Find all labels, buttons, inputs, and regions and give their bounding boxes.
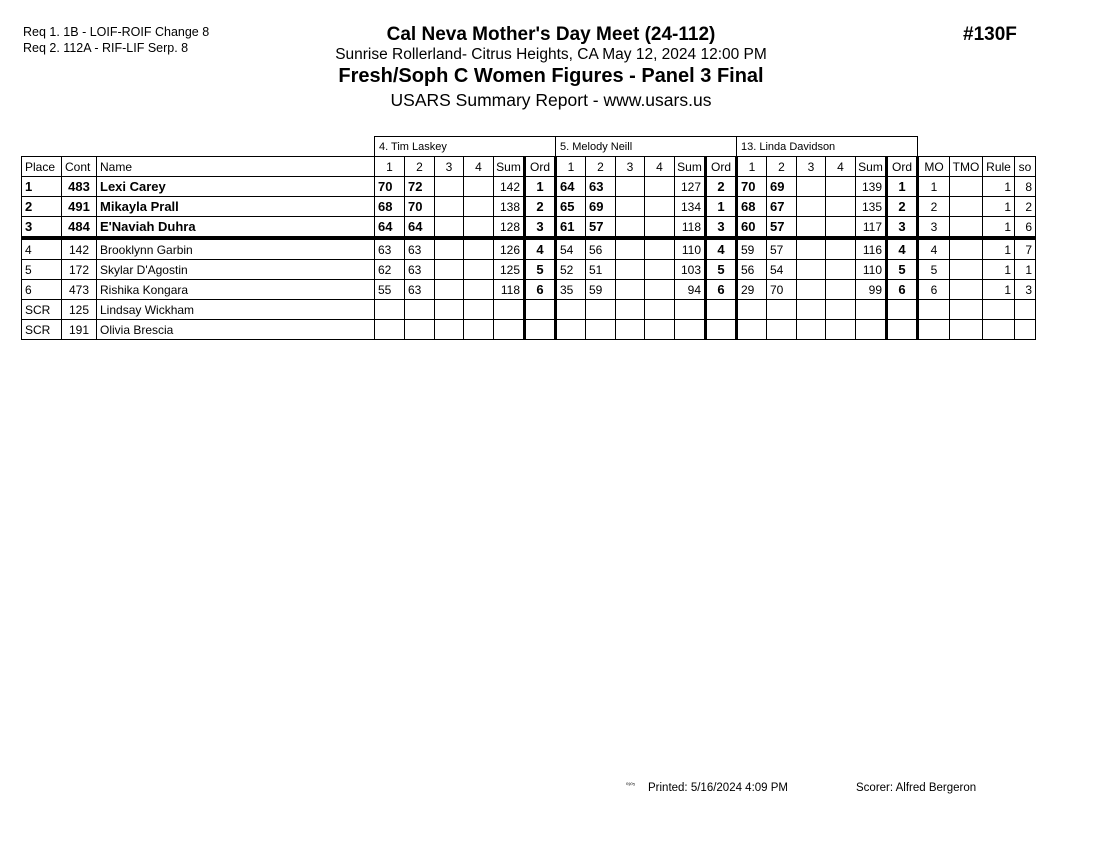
- rule-cell: 1: [983, 177, 1015, 197]
- score-cell: [767, 300, 797, 320]
- skater-name: E'Naviah Duhra: [97, 217, 375, 239]
- sum-cell: 117: [856, 217, 887, 239]
- score-cell: [435, 177, 464, 197]
- mo-cell: [918, 320, 950, 340]
- score-cell: [435, 197, 464, 217]
- score-cell: 69: [767, 177, 797, 197]
- rule-cell: 1: [983, 197, 1015, 217]
- sum-cell: [856, 320, 887, 340]
- sum-cell: [856, 300, 887, 320]
- score-cell: [645, 217, 675, 239]
- cont-cell: 125: [62, 300, 97, 320]
- score-cell: [556, 320, 586, 340]
- score-cell: [645, 197, 675, 217]
- score-cell: [464, 238, 494, 260]
- col-score: 2: [586, 157, 616, 177]
- so-cell: 6: [1015, 217, 1036, 239]
- score-cell: [435, 217, 464, 239]
- sum-cell: 110: [856, 260, 887, 280]
- place-cell: 6: [22, 280, 62, 300]
- score-cell: 35: [556, 280, 586, 300]
- ordinal-cell: 5: [706, 260, 737, 280]
- score-cell: 57: [586, 217, 616, 239]
- score-cell: 56: [737, 260, 767, 280]
- score-cell: [826, 260, 856, 280]
- score-cell: 69: [586, 197, 616, 217]
- score-cell: 55: [375, 280, 405, 300]
- skater-name: Mikayla Prall: [97, 197, 375, 217]
- ordinal-cell: 1: [887, 177, 918, 197]
- ordinal-cell: 5: [525, 260, 556, 280]
- ordinal-cell: 5: [887, 260, 918, 280]
- col-so: so: [1015, 157, 1036, 177]
- score-cell: 54: [556, 238, 586, 260]
- score-cell: [826, 320, 856, 340]
- col-sum: Sum: [675, 157, 706, 177]
- mo-cell: 1: [918, 177, 950, 197]
- place-cell: SCR: [22, 320, 62, 340]
- col-sum: Sum: [856, 157, 887, 177]
- score-cell: [616, 320, 645, 340]
- ordinal-cell: 4: [706, 238, 737, 260]
- place-cell: SCR: [22, 300, 62, 320]
- score-cell: [405, 320, 435, 340]
- sum-cell: 142: [494, 177, 525, 197]
- score-cell: 57: [767, 217, 797, 239]
- tmo-cell: [950, 300, 983, 320]
- score-cell: 70: [405, 197, 435, 217]
- score-cell: [375, 300, 405, 320]
- requirement-2: Req 2. 112A - RIF-LIF Serp. 8: [23, 41, 189, 55]
- event-number: #130F: [963, 24, 1017, 45]
- score-cell: 72: [405, 177, 435, 197]
- score-cell: [797, 320, 826, 340]
- score-cell: 56: [586, 238, 616, 260]
- col-score: 2: [405, 157, 435, 177]
- score-cell: [645, 177, 675, 197]
- requirement-1: Req 1. 1B - LOIF-ROIF Change 8: [23, 25, 210, 39]
- score-cell: [645, 300, 675, 320]
- score-cell: 68: [737, 197, 767, 217]
- tmo-cell: [950, 280, 983, 300]
- col-ord: Ord: [525, 157, 556, 177]
- rule-cell: [983, 300, 1015, 320]
- score-cell: [826, 217, 856, 239]
- ordinal-cell: [887, 300, 918, 320]
- score-cell: [797, 217, 826, 239]
- col-name: Name: [97, 157, 375, 177]
- col-cont: Cont: [62, 157, 97, 177]
- sum-cell: 139: [856, 177, 887, 197]
- table-row: [22, 217, 1036, 239]
- score-cell: 70: [737, 177, 767, 197]
- col-score: 1: [737, 157, 767, 177]
- skater-name: Skylar D'Agostin: [97, 260, 375, 280]
- so-cell: 3: [1015, 280, 1036, 300]
- table-row: [22, 177, 1036, 197]
- mo-cell: 3: [918, 217, 950, 239]
- ordinal-cell: 6: [706, 280, 737, 300]
- score-cell: 63: [375, 238, 405, 260]
- score-cell: 65: [556, 197, 586, 217]
- cont-cell: 191: [62, 320, 97, 340]
- score-cell: [616, 260, 645, 280]
- sum-cell: [675, 320, 706, 340]
- cont-cell: 491: [62, 197, 97, 217]
- score-cell: [464, 280, 494, 300]
- mo-cell: [918, 300, 950, 320]
- score-cell: 63: [586, 177, 616, 197]
- mo-cell: 6: [918, 280, 950, 300]
- score-cell: [767, 320, 797, 340]
- tmo-cell: [950, 177, 983, 197]
- score-cell: [464, 217, 494, 239]
- sum-cell: 103: [675, 260, 706, 280]
- place-cell: 5: [22, 260, 62, 280]
- place-cell: 1: [22, 177, 62, 197]
- score-cell: [616, 300, 645, 320]
- sum-cell: 118: [494, 280, 525, 300]
- skater-name: Olivia Brescia: [97, 320, 375, 340]
- score-cell: 64: [405, 217, 435, 239]
- score-cell: [797, 238, 826, 260]
- so-cell: 2: [1015, 197, 1036, 217]
- col-score: 4: [645, 157, 675, 177]
- ordinal-cell: 3: [887, 217, 918, 239]
- judge-name: 13. Linda Davidson: [737, 137, 918, 157]
- ordinal-cell: 2: [887, 197, 918, 217]
- column-header-row: [22, 157, 1036, 177]
- col-rule: Rule: [983, 157, 1015, 177]
- score-cell: [616, 177, 645, 197]
- score-cell: [826, 197, 856, 217]
- results-table: [21, 136, 1036, 340]
- score-cell: [797, 177, 826, 197]
- meet-title: Cal Neva Mother's Day Meet (24-112): [386, 24, 716, 45]
- sum-cell: 134: [675, 197, 706, 217]
- score-cell: [616, 280, 645, 300]
- sum-cell: [675, 300, 706, 320]
- place-cell: 4: [22, 238, 62, 260]
- ordinal-cell: [706, 300, 737, 320]
- score-cell: [826, 280, 856, 300]
- score-cell: [737, 320, 767, 340]
- so-cell: 7: [1015, 238, 1036, 260]
- score-cell: [797, 300, 826, 320]
- score-cell: 70: [375, 177, 405, 197]
- col-place: Place: [22, 157, 62, 177]
- score-cell: 52: [556, 260, 586, 280]
- rule-cell: 1: [983, 260, 1015, 280]
- report-title: USARS Summary Report - www.usars.us: [390, 90, 712, 110]
- ordinal-cell: 6: [525, 280, 556, 300]
- sum-cell: 138: [494, 197, 525, 217]
- score-cell: 59: [737, 238, 767, 260]
- score-cell: 63: [405, 238, 435, 260]
- score-cell: [464, 197, 494, 217]
- so-cell: [1015, 300, 1036, 320]
- score-cell: 63: [405, 260, 435, 280]
- score-cell: [645, 280, 675, 300]
- score-cell: 51: [586, 260, 616, 280]
- score-cell: [616, 238, 645, 260]
- sum-cell: 99: [856, 280, 887, 300]
- so-cell: [1015, 320, 1036, 340]
- ordinal-cell: 6: [887, 280, 918, 300]
- tmo-cell: [950, 260, 983, 280]
- ordinal-cell: 3: [525, 217, 556, 239]
- skater-name: Lindsay Wickham: [97, 300, 375, 320]
- score-cell: [435, 320, 464, 340]
- score-cell: [737, 300, 767, 320]
- score-cell: 57: [767, 238, 797, 260]
- col-score: 3: [797, 157, 826, 177]
- venue-line: Sunrise Rollerland- Citrus Heights, CA May 12, 2024 12:00 PM: [335, 46, 767, 63]
- printed-timestamp: Printed: 5/16/2024 4:09 PM: [648, 782, 789, 794]
- score-cell: [586, 320, 616, 340]
- sum-cell: [494, 300, 525, 320]
- col-sum: Sum: [494, 157, 525, 177]
- cont-cell: 172: [62, 260, 97, 280]
- sum-cell: 135: [856, 197, 887, 217]
- score-cell: [375, 320, 405, 340]
- score-cell: [797, 197, 826, 217]
- table-row: [22, 300, 1036, 320]
- table-row: [22, 197, 1036, 217]
- rule-cell: [983, 320, 1015, 340]
- score-cell: [586, 300, 616, 320]
- col-ord: Ord: [887, 157, 918, 177]
- event-title: Fresh/Soph C Women Figures - Panel 3 Final: [338, 65, 764, 87]
- tmo-cell: [950, 320, 983, 340]
- table-row: [22, 320, 1036, 340]
- score-cell: 64: [375, 217, 405, 239]
- sum-cell: 126: [494, 238, 525, 260]
- rule-cell: 1: [983, 280, 1015, 300]
- score-cell: [797, 260, 826, 280]
- place-cell: 2: [22, 197, 62, 217]
- mo-cell: 5: [918, 260, 950, 280]
- ordinal-cell: [706, 320, 737, 340]
- mo-cell: 2: [918, 197, 950, 217]
- ordinal-cell: 1: [706, 197, 737, 217]
- score-cell: [435, 238, 464, 260]
- ordinal-cell: 3: [706, 217, 737, 239]
- col-score: 1: [556, 157, 586, 177]
- place-cell: 3: [22, 217, 62, 239]
- table-row: [22, 280, 1036, 300]
- col-score: 3: [435, 157, 464, 177]
- sum-cell: 127: [675, 177, 706, 197]
- ordinal-cell: 4: [525, 238, 556, 260]
- scorer-name: Scorer: Alfred Bergeron: [856, 782, 977, 794]
- sum-cell: 110: [675, 238, 706, 260]
- so-cell: 8: [1015, 177, 1036, 197]
- col-score: 2: [767, 157, 797, 177]
- judge-name: 5. Melody Neill: [556, 137, 737, 157]
- score-cell: [616, 197, 645, 217]
- tmo-cell: [950, 217, 983, 239]
- sum-cell: 125: [494, 260, 525, 280]
- tmo-cell: [950, 238, 983, 260]
- skater-name: Lexi Carey: [97, 177, 375, 197]
- score-cell: [616, 217, 645, 239]
- tmo-cell: [950, 197, 983, 217]
- score-cell: [435, 260, 464, 280]
- score-cell: [797, 280, 826, 300]
- score-cell: 63: [405, 280, 435, 300]
- score-cell: [645, 260, 675, 280]
- sum-cell: 128: [494, 217, 525, 239]
- score-cell: 67: [767, 197, 797, 217]
- cont-cell: 484: [62, 217, 97, 239]
- rule-cell: 1: [983, 238, 1015, 260]
- ordinal-cell: 2: [525, 197, 556, 217]
- score-cell: [435, 300, 464, 320]
- col-score: 1: [375, 157, 405, 177]
- score-cell: [464, 320, 494, 340]
- score-cell: [405, 300, 435, 320]
- cont-cell: 483: [62, 177, 97, 197]
- score-cell: 54: [767, 260, 797, 280]
- table-row: [22, 238, 1036, 260]
- score-cell: 60: [737, 217, 767, 239]
- table-row: [22, 260, 1036, 280]
- score-cell: [826, 177, 856, 197]
- score-cell: [645, 238, 675, 260]
- score-cell: 64: [556, 177, 586, 197]
- sum-cell: 118: [675, 217, 706, 239]
- cont-cell: 142: [62, 238, 97, 260]
- col-score: 3: [616, 157, 645, 177]
- cont-cell: 473: [62, 280, 97, 300]
- judges-header-row: [22, 137, 1036, 157]
- score-cell: [464, 300, 494, 320]
- score-cell: 61: [556, 217, 586, 239]
- score-cell: 29: [737, 280, 767, 300]
- score-cell: [645, 320, 675, 340]
- form-code: ⁰³⁰⁵: [626, 783, 636, 789]
- ordinal-cell: 2: [706, 177, 737, 197]
- ordinal-cell: [525, 320, 556, 340]
- score-cell: [826, 238, 856, 260]
- score-cell: [826, 300, 856, 320]
- score-cell: [464, 177, 494, 197]
- blank-cell: [918, 137, 1036, 157]
- col-mo: MO: [918, 157, 950, 177]
- sum-cell: 94: [675, 280, 706, 300]
- col-ord: Ord: [706, 157, 737, 177]
- col-score: 4: [826, 157, 856, 177]
- sum-cell: [494, 320, 525, 340]
- ordinal-cell: [525, 300, 556, 320]
- mo-cell: 4: [918, 238, 950, 260]
- score-cell: [556, 300, 586, 320]
- score-cell: 59: [586, 280, 616, 300]
- blank-cell: [22, 137, 375, 157]
- score-cell: 62: [375, 260, 405, 280]
- score-cell: [435, 280, 464, 300]
- so-cell: 1: [1015, 260, 1036, 280]
- score-cell: [464, 260, 494, 280]
- judge-name: 4. Tim Laskey: [375, 137, 556, 157]
- sum-cell: 116: [856, 238, 887, 260]
- ordinal-cell: 1: [525, 177, 556, 197]
- score-cell: 70: [767, 280, 797, 300]
- score-cell: 68: [375, 197, 405, 217]
- col-score: 4: [464, 157, 494, 177]
- ordinal-cell: 4: [887, 238, 918, 260]
- col-tmo: TMO: [950, 157, 983, 177]
- ordinal-cell: [887, 320, 918, 340]
- skater-name: Rishika Kongara: [97, 280, 375, 300]
- rule-cell: 1: [983, 217, 1015, 239]
- skater-name: Brooklynn Garbin: [97, 238, 375, 260]
